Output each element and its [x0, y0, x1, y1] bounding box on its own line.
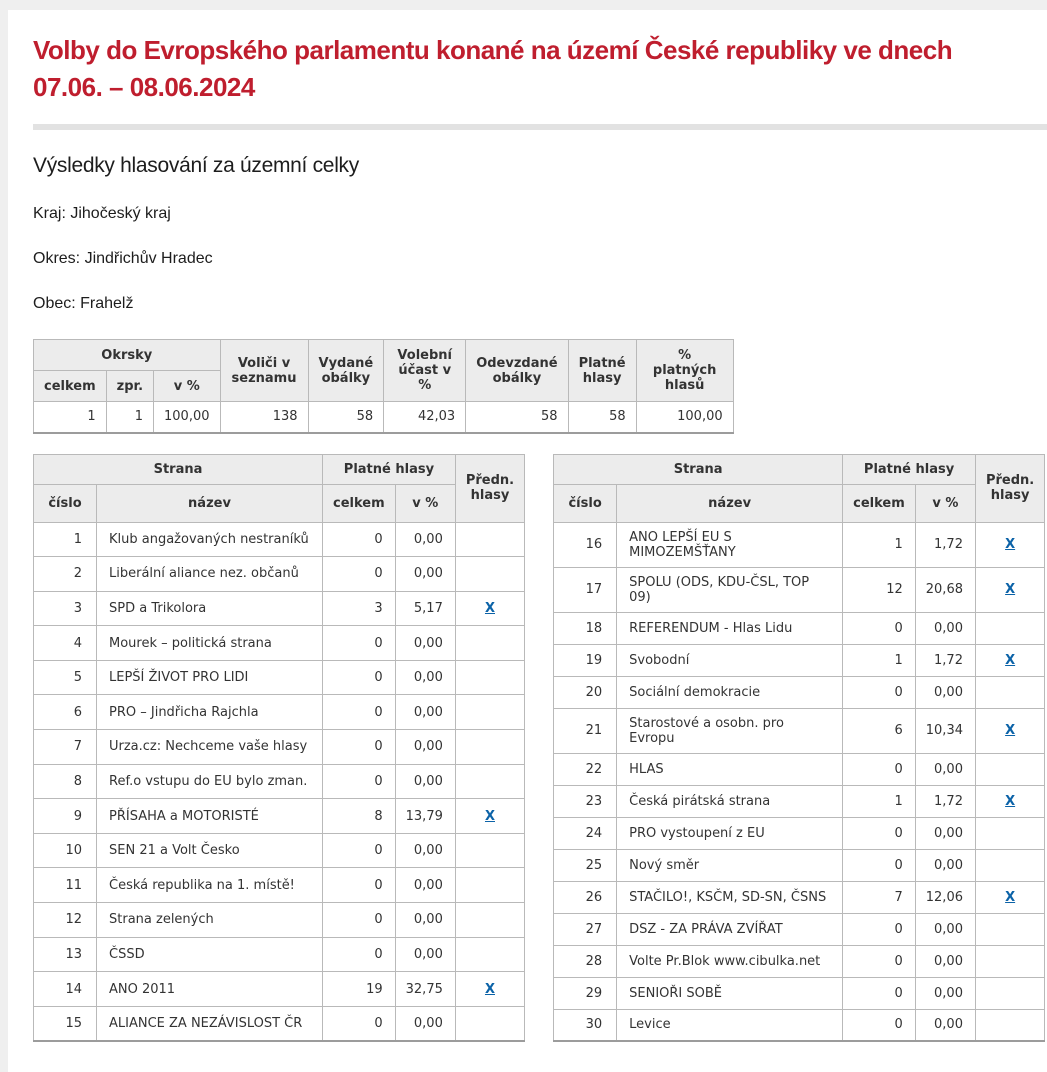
kraj-line: Kraj: Jihočeský kraj — [33, 205, 171, 222]
party-votes-total-cell: 0 — [323, 557, 396, 592]
party-name-cell: STAČILO!, KSČM, SD-SN, ČSNS — [617, 881, 843, 913]
party-number-cell: 3 — [34, 591, 97, 626]
party-number-cell: 22 — [554, 753, 617, 785]
party-name-cell: Volte Pr.Blok www.cibulka.net — [617, 945, 843, 977]
party-votes-pct-cell: 0,00 — [915, 977, 975, 1009]
party-row — [554, 708, 1045, 753]
preferential-votes-link[interactable]: X — [484, 808, 495, 824]
volebni-ucast-header: Volební účast v % — [384, 340, 466, 402]
party-votes-pct-cell: 0,00 — [395, 903, 455, 938]
party-row — [554, 849, 1045, 881]
party-results-tables — [33, 454, 1047, 1043]
party-number-cell: 26 — [554, 881, 617, 913]
party-number-cell: 17 — [554, 567, 617, 612]
party-votes-pct-cell: 0,00 — [915, 945, 975, 977]
preferential-votes-cell — [455, 522, 524, 557]
okrsky-zpr-header: zpr. — [106, 371, 153, 402]
party-row — [34, 730, 525, 765]
party-name-cell: Starostové a osobn. pro Evropu — [617, 708, 843, 753]
party-row — [34, 522, 525, 557]
preferential-votes-cell — [455, 833, 524, 868]
preferential-votes-cell — [455, 799, 524, 834]
party-row — [554, 522, 1045, 567]
party-votes-total-cell: 1 — [843, 644, 916, 676]
preferential-votes-cell — [975, 676, 1044, 708]
okrsky-celkem-value: 1 — [34, 402, 107, 433]
party-name-cell: Nový směr — [617, 849, 843, 881]
party-votes-total-cell: 7 — [843, 881, 916, 913]
odevzdane-obalky-value: 58 — [466, 402, 568, 433]
party-votes-pct-cell: 0,00 — [395, 937, 455, 972]
volici-value: 138 — [220, 402, 308, 433]
preferential-votes-cell — [975, 849, 1044, 881]
vpct-header: v % — [395, 484, 455, 522]
party-number-cell: 6 — [34, 695, 97, 730]
party-votes-total-cell: 0 — [843, 945, 916, 977]
party-votes-total-cell: 0 — [843, 612, 916, 644]
party-number-cell: 24 — [554, 817, 617, 849]
party-number-cell: 30 — [554, 1009, 617, 1041]
party-votes-total-cell: 0 — [323, 868, 396, 903]
vpct-header: v % — [915, 484, 975, 522]
preferential-votes-cell — [455, 591, 524, 626]
party-number-cell: 8 — [34, 764, 97, 799]
party-table-right — [553, 454, 1045, 1043]
party-name-cell: Mourek – politická strana — [97, 626, 323, 661]
party-row — [554, 567, 1045, 612]
party-votes-pct-cell: 0,00 — [915, 676, 975, 708]
preferential-votes-link[interactable]: X — [1005, 723, 1016, 738]
volebni-ucast-value: 42,03 — [384, 402, 466, 433]
party-row — [34, 903, 525, 938]
party-name-cell: Svobodní — [617, 644, 843, 676]
section-title: Výsledky hlasování za územní celky — [33, 154, 359, 177]
party-row — [34, 799, 525, 834]
party-row — [34, 1006, 525, 1041]
party-votes-pct-cell: 0,00 — [395, 764, 455, 799]
party-votes-total-cell: 0 — [323, 522, 396, 557]
party-name-cell: Strana zelených — [97, 903, 323, 938]
party-votes-total-cell: 0 — [843, 753, 916, 785]
party-votes-total-cell: 0 — [323, 626, 396, 661]
predn-hlasy-header: Předn. hlasy — [975, 454, 1044, 522]
party-name-cell: SENIOŘI SOBĚ — [617, 977, 843, 1009]
preferential-votes-cell — [455, 660, 524, 695]
party-number-cell: 29 — [554, 977, 617, 1009]
party-votes-pct-cell: 20,68 — [915, 567, 975, 612]
preferential-votes-cell — [975, 567, 1044, 612]
party-row — [554, 612, 1045, 644]
party-votes-pct-cell: 0,00 — [395, 660, 455, 695]
party-number-cell: 11 — [34, 868, 97, 903]
party-votes-total-cell: 8 — [323, 799, 396, 834]
odevzdane-obalky-header: Odevzdané obálky — [466, 340, 568, 402]
party-number-cell: 23 — [554, 785, 617, 817]
turnout-summary-table — [33, 339, 734, 434]
party-votes-pct-cell: 1,72 — [915, 785, 975, 817]
party-name-cell: Sociální demokracie — [617, 676, 843, 708]
party-number-cell: 10 — [34, 833, 97, 868]
party-row — [34, 557, 525, 592]
preferential-votes-cell — [455, 937, 524, 972]
page-title-line2: 07.06. – 08.06.2024 — [33, 72, 255, 102]
party-row — [34, 660, 525, 695]
page-title-line1: Volby do Evropského parlamentu konané na území České republiky ve dnech — [33, 35, 953, 65]
party-number-cell: 2 — [34, 557, 97, 592]
preferential-votes-cell — [975, 708, 1044, 753]
preferential-votes-cell — [455, 972, 524, 1007]
party-name-cell: PRO vystoupení z EU — [617, 817, 843, 849]
preferential-votes-cell — [455, 868, 524, 903]
party-row — [34, 764, 525, 799]
preferential-votes-cell — [455, 730, 524, 765]
party-votes-total-cell: 1 — [843, 522, 916, 567]
party-votes-total-cell: 0 — [843, 676, 916, 708]
party-name-cell: PŘÍSAHA a MOTORISTÉ — [97, 799, 323, 834]
party-number-cell: 9 — [34, 799, 97, 834]
party-name-cell: LEPŠÍ ŽIVOT PRO LIDI — [97, 660, 323, 695]
party-row — [554, 676, 1045, 708]
party-votes-total-cell: 6 — [843, 708, 916, 753]
party-name-cell: DSZ - ZA PRÁVA ZVÍŘAT — [617, 913, 843, 945]
party-number-cell: 12 — [34, 903, 97, 938]
party-votes-pct-cell: 0,00 — [915, 849, 975, 881]
predn-hlasy-header: Předn. hlasy — [455, 454, 524, 522]
party-number-cell: 25 — [554, 849, 617, 881]
party-votes-pct-cell: 0,00 — [395, 522, 455, 557]
party-number-cell: 14 — [34, 972, 97, 1007]
preferential-votes-cell — [975, 945, 1044, 977]
nazev-header: název — [97, 484, 323, 522]
party-row — [554, 753, 1045, 785]
party-row — [554, 817, 1045, 849]
cislo-header: číslo — [554, 484, 617, 522]
party-votes-total-cell: 12 — [843, 567, 916, 612]
cislo-header: číslo — [34, 484, 97, 522]
party-votes-pct-cell: 0,00 — [395, 833, 455, 868]
party-row — [34, 695, 525, 730]
page-content — [8, 10, 1047, 1072]
party-number-cell: 1 — [34, 522, 97, 557]
preferential-votes-cell — [455, 764, 524, 799]
preferential-votes-cell — [975, 612, 1044, 644]
obec-line: Obec: Frahelž — [33, 295, 134, 312]
strana-group-header: Strana — [34, 454, 323, 484]
platne-hlasy-group-header: Platné hlasy — [323, 454, 456, 484]
party-table-left — [33, 454, 525, 1043]
party-name-cell: Liberální aliance nez. občanů — [97, 557, 323, 592]
party-votes-total-cell: 0 — [843, 913, 916, 945]
party-row — [554, 1009, 1045, 1041]
party-name-cell: Ref.o vstupu do EU bylo zman. — [97, 764, 323, 799]
party-votes-pct-cell: 32,75 — [395, 972, 455, 1007]
party-number-cell: 5 — [34, 660, 97, 695]
party-row — [554, 785, 1045, 817]
party-number-cell: 18 — [554, 612, 617, 644]
party-name-cell: Česká republika na 1. místě! — [97, 868, 323, 903]
party-number-cell: 20 — [554, 676, 617, 708]
party-name-cell: SPOLU (ODS, KDU-ČSL, TOP 09) — [617, 567, 843, 612]
preferential-votes-cell — [455, 903, 524, 938]
party-row — [554, 945, 1045, 977]
party-votes-total-cell: 0 — [843, 849, 916, 881]
preferential-votes-cell — [975, 977, 1044, 1009]
okrsky-celkem-header: celkem — [34, 371, 107, 402]
party-row — [34, 591, 525, 626]
party-votes-pct-cell: 0,00 — [915, 1009, 975, 1041]
strana-group-header: Strana — [554, 454, 843, 484]
party-votes-total-cell: 0 — [323, 937, 396, 972]
preferential-votes-cell — [455, 626, 524, 661]
preferential-votes-cell — [975, 753, 1044, 785]
preferential-votes-cell — [975, 644, 1044, 676]
party-number-cell: 7 — [34, 730, 97, 765]
party-votes-total-cell: 0 — [323, 1006, 396, 1041]
party-name-cell: ANO LEPŠÍ EU S MIMOZEMŠŤANY — [617, 522, 843, 567]
okrsky-vpct-header: v % — [154, 371, 221, 402]
preferential-votes-link[interactable]: X — [1005, 652, 1016, 668]
okrsky-vpct-value: 100,00 — [154, 402, 221, 433]
party-row — [34, 937, 525, 972]
party-votes-pct-cell: 10,34 — [915, 708, 975, 753]
volici-header: Voliči v seznamu — [220, 340, 308, 402]
celkem-header: celkem — [323, 484, 396, 522]
party-votes-pct-cell: 0,00 — [915, 753, 975, 785]
party-name-cell: Česká pirátská strana — [617, 785, 843, 817]
preferential-votes-cell — [455, 557, 524, 592]
okres-line: Okres: Jindřichův Hradec — [33, 250, 213, 267]
party-number-cell: 15 — [34, 1006, 97, 1041]
party-votes-pct-cell: 1,72 — [915, 522, 975, 567]
preferential-votes-link[interactable]: X — [484, 981, 495, 997]
preferential-votes-cell — [975, 522, 1044, 567]
party-votes-total-cell: 1 — [843, 785, 916, 817]
preferential-votes-cell — [455, 695, 524, 730]
party-votes-total-cell: 3 — [323, 591, 396, 626]
party-votes-total-cell: 0 — [323, 833, 396, 868]
party-votes-pct-cell: 0,00 — [915, 817, 975, 849]
preferential-votes-cell — [975, 785, 1044, 817]
party-name-cell: REFERENDUM - Hlas Lidu — [617, 612, 843, 644]
party-votes-pct-cell: 12,06 — [915, 881, 975, 913]
horizontal-divider — [33, 124, 1047, 130]
pct-platnych-header: % platných hlasů — [636, 340, 733, 402]
party-votes-total-cell: 0 — [323, 903, 396, 938]
party-name-cell: ALIANCE ZA NEZÁVISLOST ČR — [97, 1006, 323, 1041]
party-name-cell: ČSSD — [97, 937, 323, 972]
nazev-header: název — [617, 484, 843, 522]
party-number-cell: 28 — [554, 945, 617, 977]
party-votes-total-cell: 19 — [323, 972, 396, 1007]
party-row — [34, 972, 525, 1007]
party-votes-pct-cell: 1,72 — [915, 644, 975, 676]
preferential-votes-cell — [975, 817, 1044, 849]
platne-hlasy-group-header: Platné hlasy — [843, 454, 976, 484]
preferential-votes-cell — [975, 1009, 1044, 1041]
preferential-votes-cell — [975, 881, 1044, 913]
party-row — [34, 626, 525, 661]
party-number-cell: 16 — [554, 522, 617, 567]
party-row — [34, 868, 525, 903]
party-votes-pct-cell: 0,00 — [395, 695, 455, 730]
party-votes-total-cell: 0 — [843, 1009, 916, 1041]
party-votes-pct-cell: 0,00 — [395, 557, 455, 592]
party-number-cell: 27 — [554, 913, 617, 945]
party-votes-pct-cell: 5,17 — [395, 591, 455, 626]
party-name-cell: HLAS — [617, 753, 843, 785]
party-votes-pct-cell: 0,00 — [915, 913, 975, 945]
preferential-votes-cell — [975, 913, 1044, 945]
party-number-cell: 13 — [34, 937, 97, 972]
turnout-summary-row — [34, 402, 734, 433]
party-votes-total-cell: 0 — [323, 695, 396, 730]
party-votes-pct-cell: 0,00 — [395, 730, 455, 765]
party-votes-total-cell: 0 — [843, 977, 916, 1009]
preferential-votes-link[interactable]: X — [1005, 889, 1016, 905]
okrsky-group-header: Okrsky — [34, 340, 221, 371]
party-row — [554, 881, 1045, 913]
party-votes-pct-cell: 13,79 — [395, 799, 455, 834]
party-row — [554, 644, 1045, 676]
party-number-cell: 19 — [554, 644, 617, 676]
vydane-obalky-header: Vydané obálky — [308, 340, 384, 402]
party-votes-total-cell: 0 — [323, 730, 396, 765]
platne-hlasy-value: 58 — [568, 402, 636, 433]
preferential-votes-link[interactable]: X — [484, 600, 495, 616]
preferential-votes-cell — [455, 1006, 524, 1041]
party-name-cell: ANO 2011 — [97, 972, 323, 1007]
party-votes-total-cell: 0 — [843, 817, 916, 849]
party-name-cell: SPD a Trikolora — [97, 591, 323, 626]
preferential-votes-link[interactable]: X — [1005, 582, 1016, 597]
party-name-cell: Levice — [617, 1009, 843, 1041]
preferential-votes-link[interactable]: X — [1005, 793, 1016, 809]
party-name-cell: Klub angažovaných nestraníků — [97, 522, 323, 557]
party-votes-pct-cell: 0,00 — [915, 612, 975, 644]
party-votes-pct-cell: 0,00 — [395, 868, 455, 903]
party-votes-total-cell: 0 — [323, 660, 396, 695]
party-name-cell: PRO – Jindřicha Rajchla — [97, 695, 323, 730]
okrsky-zpr-value: 1 — [106, 402, 153, 433]
page-title — [33, 32, 1047, 106]
party-name-cell: SEN 21 a Volt Česko — [97, 833, 323, 868]
party-votes-pct-cell: 0,00 — [395, 626, 455, 661]
party-row — [554, 977, 1045, 1009]
vydane-obalky-value: 58 — [308, 402, 384, 433]
celkem-header: celkem — [843, 484, 916, 522]
preferential-votes-link[interactable]: X — [1005, 537, 1016, 552]
party-votes-total-cell: 0 — [323, 764, 396, 799]
party-row — [34, 833, 525, 868]
party-name-cell: Urza.cz: Nechceme vaše hlasy — [97, 730, 323, 765]
party-number-cell: 21 — [554, 708, 617, 753]
pct-platnych-value: 100,00 — [636, 402, 733, 433]
party-row — [554, 913, 1045, 945]
platne-hlasy-header: Platné hlasy — [568, 340, 636, 402]
party-number-cell: 4 — [34, 626, 97, 661]
party-votes-pct-cell: 0,00 — [395, 1006, 455, 1041]
